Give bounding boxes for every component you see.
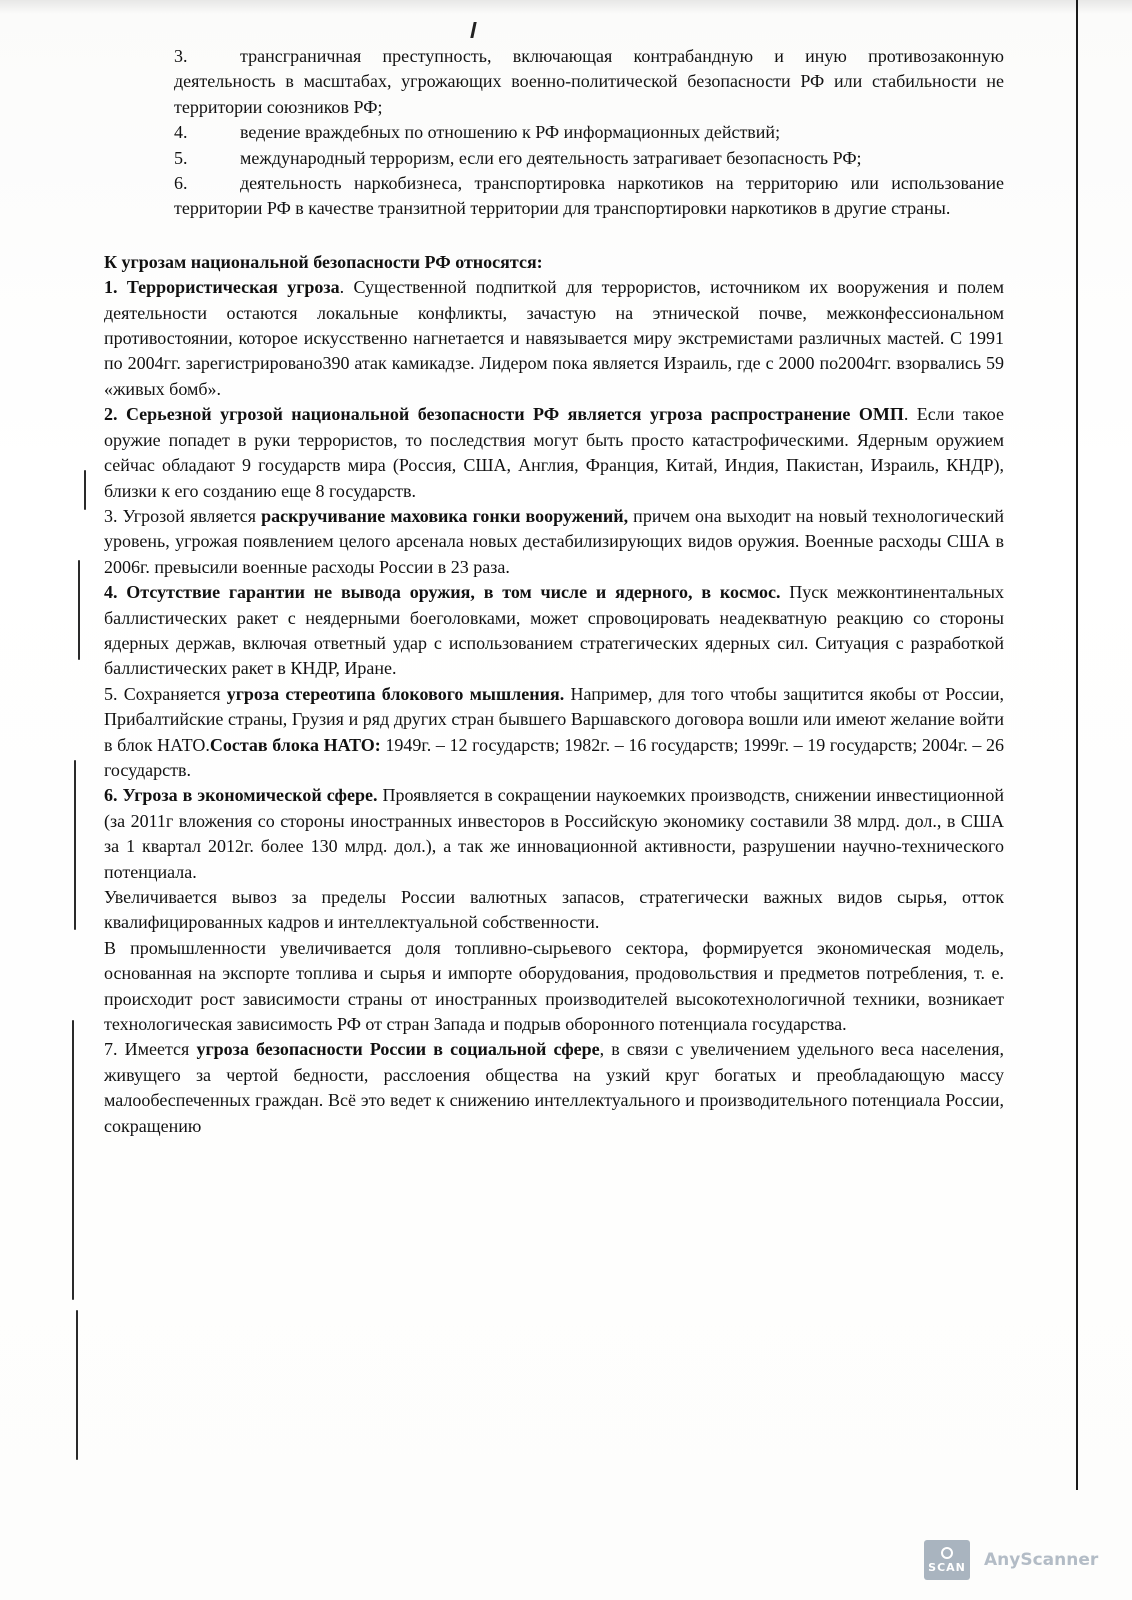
threat-text: . Существенной подпиткой для террористов, источником их вооружения и полем деятельности остаются локальные конфликты, зачастую на этнической почве, межконфессиональном противостоянии, которое искусственно нагнетается и навязывается миру экстремистами различных мастей. С 1991 по 2004гг. зарегистрировано390 атак камикадзе. Лидером пока является Израиль, где с 2000 по2004гг. взорвались 59 «живых бомб».	[104, 277, 1004, 399]
threat-text: . Если такое оружие попадет в руки террористов, то последствия могут быть просто катастрофическими. Ядерным оружием сейчас обладают 9 государств мира (Россия, США, Англия, Франция, Китай, Индия, Пакистан, Израиль, КНДР), близки к его созданию еще 8 государств.	[104, 404, 1004, 501]
threat-paragraph	[104, 402, 1004, 504]
threat-lead: 2. Серьезной угрозой национальной безопасности РФ является угроза распространение ОМП	[104, 404, 904, 425]
list-item-text: международный терроризм, если его деятельность затрагивает безопасность РФ;	[240, 147, 862, 168]
body-paragraph: Увеличивается вывоз за пределы России валютных запасов, стратегически важных видов сырья, отток квалифицированных кадров и интеллектуальной собственности.	[104, 887, 1004, 933]
threat-lead: 4. Отсутствие гарантии не вывода оружия, в том числе и ядерного, в космос.	[104, 582, 781, 603]
threat-lead: 1. Террористическая угроза	[104, 277, 340, 298]
threat-lead: 6. Угроза в экономической сфере.	[104, 785, 378, 806]
threat-text: Пуск межконтинентальных баллистических ракет с неядерными боеголовками, может спровоцировать неадекватную реакцию со стороны ядерных держав, включая ответный удар с использованием стратегических ядерных сил. Ситуация с разработкой баллистических ракет в КНДР, Иране.	[104, 582, 1004, 679]
threat-pre: 5. Сохраняется	[104, 683, 227, 704]
threat-text: Проявляется в сокращении наукоемких производств, снижении инвестиционной (за 2011г вложения со стороны иностранных инвесторов в Российскую экономику составили 38 млрд. дол., в США за 1 квартал 2012г. более 130 млрд. дол.), а так же инновационной активности, разрушении научно-технического потенциала.	[104, 785, 1004, 882]
list-item-text: деятельность наркобизнеса, транспортировка наркотиков на территорию или использование территории РФ в качестве транзитной территории для транспортировки наркотиков в другие страны.	[174, 173, 1004, 219]
document-body	[104, 44, 1004, 1139]
list-item-number: 6.	[174, 173, 188, 194]
threat-text: причем она выходит на новый технологический уровень, угрожая появлением целого арсенала новых дестабилизирующих видов оружия. Военные расходы США в 2006г. превысили военные расходы России в 23 раза.	[104, 505, 1004, 577]
margin-mark	[78, 560, 80, 660]
threat-pre: 7. Имеется	[104, 1039, 197, 1060]
list-item-text: ведение враждебных по отношению к РФ информационных действий;	[240, 122, 781, 143]
threat-lead-secondary: Состав блока НАТО:	[209, 734, 381, 755]
threat-lead: угроза стереотипа блокового мышления.	[226, 683, 565, 704]
anyscanner-logo	[924, 1540, 970, 1580]
body-paragraph: В промышленности увеличивается доля топливно-сырьевого сектора, формируется экономическая модель, основанная на экспорте топлива и сырья и импорте оборудования, продовольствия и предметов потребления, т. е. происходит рост зависимости страны от иностранных производителей высокотехнологичной техники, возникает технологическая зависимость РФ от стран Запада и подрыв оборонного потенциала государства.	[104, 937, 1004, 1035]
logo-text: SCAN	[928, 1560, 966, 1574]
list-item-number: 5.	[174, 147, 188, 168]
threat-text-secondary: 1949г. – 12 государств; 1982г. – 16 государств; 1999г. – 19 государств; 2004г. – 26 государств.	[104, 734, 1005, 780]
threat-text: , в связи с увеличением удельного веса населения, живущего за чертой бедности, расслоения общества на узкий круг богатых и преобладающую массу малообеспеченных граждан. Всё это ведет к снижению интеллектуального и производительного потенциала России, сокращению	[104, 1039, 1004, 1136]
threat-lead: раскручивание маховика гонки вооружений,	[261, 505, 629, 526]
threat-paragraph	[104, 783, 1004, 885]
list-item	[104, 120, 1004, 145]
margin-mark	[72, 1020, 74, 1300]
list-item	[104, 171, 1004, 222]
list-item	[104, 146, 1004, 171]
threat-paragraph	[104, 1037, 1004, 1139]
threat-paragraph	[104, 504, 1004, 580]
threat-paragraph	[104, 275, 1004, 402]
margin-mark	[84, 470, 86, 510]
anyscanner-brand: AnyScanner	[984, 1550, 1099, 1570]
threat-paragraph	[104, 682, 1004, 784]
list-item	[104, 44, 1004, 120]
margin-mark	[74, 760, 76, 930]
camera-lens-icon	[941, 1547, 953, 1559]
margin-mark	[76, 1310, 78, 1460]
list-item-text: трансграничная преступность, включающая контрабандную и иную противозаконную деятельность в масштабах, угрожающих военно-политической безопасности РФ или стабильности не территории союзников РФ;	[174, 46, 1004, 117]
threat-text: Например, для того чтобы защитится якобы от России, Прибалтийские страны, Грузия и ряд других стран бывшего Варшавского договора вошли или имеют желание войти в блок НАТО.	[104, 683, 1004, 755]
section-heading: К угрозам национальной безопасности РФ относятся:	[104, 251, 543, 272]
page-top-shadow	[0, 0, 1132, 14]
pen-mark	[470, 22, 476, 38]
list-item-number: 3.	[174, 46, 188, 66]
list-item-number: 4.	[174, 122, 188, 143]
threat-paragraph	[104, 580, 1004, 682]
threat-lead: угроза безопасности России в социальной сфере	[196, 1039, 600, 1060]
page-right-edge-line	[1076, 0, 1078, 1490]
threat-pre: 3. Угрозой является	[104, 505, 262, 526]
